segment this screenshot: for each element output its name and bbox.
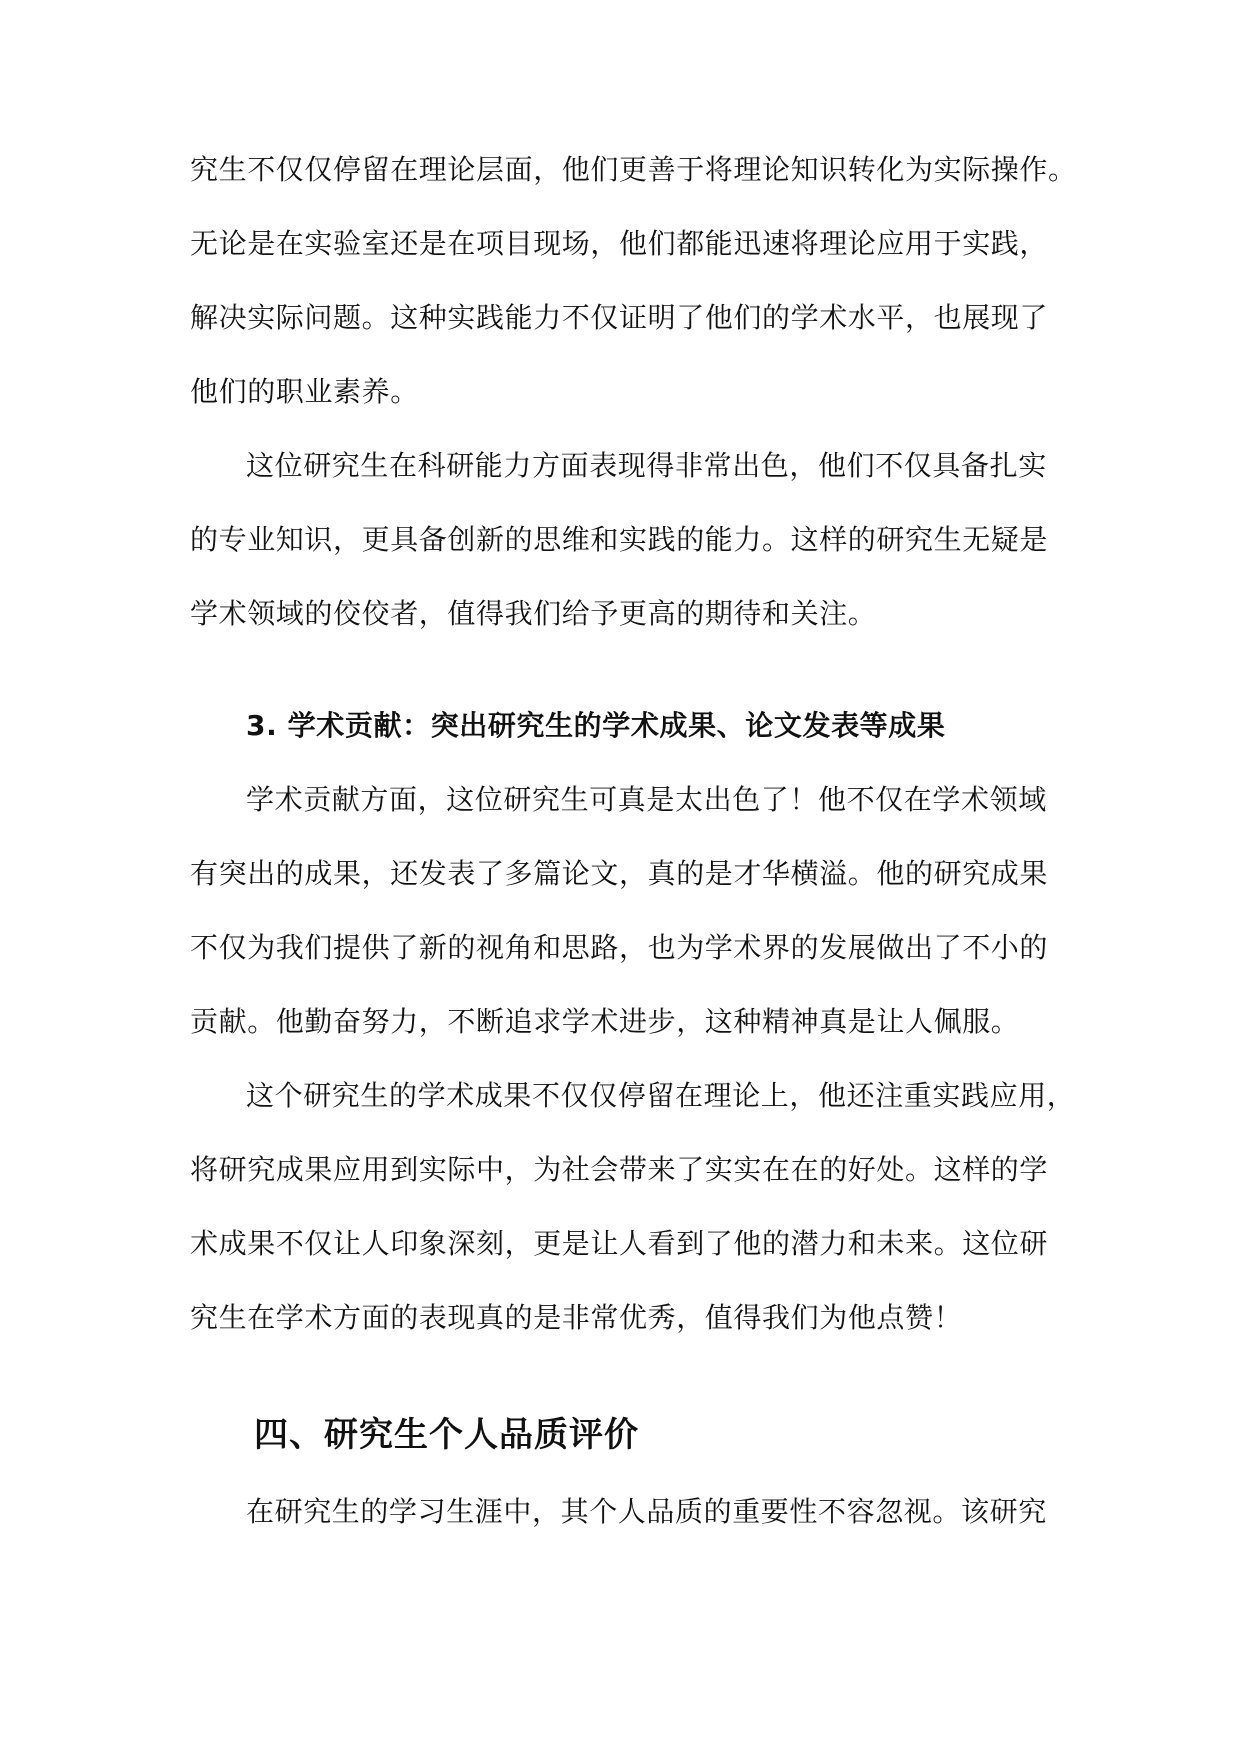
- paragraph-3-line-3: 不仅为我们提供了新的视角和思路，也为学术界的发展做出了不小的: [190, 931, 1049, 964]
- paragraph-1-line-1: 究生不仅仅停留在理论层面，他们更善于将理论知识转化为实际操作。: [190, 153, 1077, 186]
- paragraph-4-line-1: 这个研究生的学术成果不仅仅停留在理论上，他还注重实践应用，: [246, 1079, 1076, 1112]
- paragraph-3-line-2: 有突出的成果，还发表了多篇论文，真的是才华横溢。他的研究成果: [190, 857, 1049, 890]
- paragraph-3-line-1: 学术贡献方面，这位研究生可真是太出色了！他不仅在学术领域: [246, 783, 1047, 816]
- paragraph-2-line-2: 的专业知识，更具备创新的思维和实践的能力。这样的研究生无疑是: [190, 523, 1049, 556]
- paragraph-4-line-4: 究生在学术方面的表现真的是非常优秀，值得我们为他点赞！: [190, 1301, 963, 1334]
- paragraph-1-line-4: 他们的职业素养。: [190, 375, 419, 408]
- paragraph-4-line-2: 将研究成果应用到实际中，为社会带来了实实在在的好处。这样的学: [190, 1153, 1049, 1186]
- paragraph-4-line-3: 术成果不仅让人印象深刻，更是让人看到了他的潜力和未来。这位研: [190, 1227, 1049, 1260]
- paragraph-2-line-1: 这位研究生在科研能力方面表现得非常出色，他们不仅具备扎实: [246, 449, 1047, 482]
- paragraph-1-line-3: 解决实际问题。这种实践能力不仅证明了他们的学术水平，也展现了: [190, 301, 1049, 334]
- paragraph-2-line-3: 学术领域的佼佼者，值得我们给予更高的期待和关注。: [190, 597, 877, 630]
- subheading-academic-contribution: 3. 学术贡献：突出研究生的学术成果、论文发表等成果: [246, 709, 946, 742]
- paragraph-1-line-2: 无论是在实验室还是在项目现场，他们都能迅速将理论应用于实践，: [190, 227, 1049, 260]
- section-title-personal-qualities: 四、研究生个人品质评价: [254, 1415, 639, 1455]
- paragraph-5-line-1: 在研究生的学习生涯中，其个人品质的重要性不容忽视。该研究: [246, 1495, 1047, 1528]
- paragraph-3-line-4: 贡献。他勤奋努力，不断追求学术进步，这种精神真是让人佩服。: [190, 1005, 1020, 1038]
